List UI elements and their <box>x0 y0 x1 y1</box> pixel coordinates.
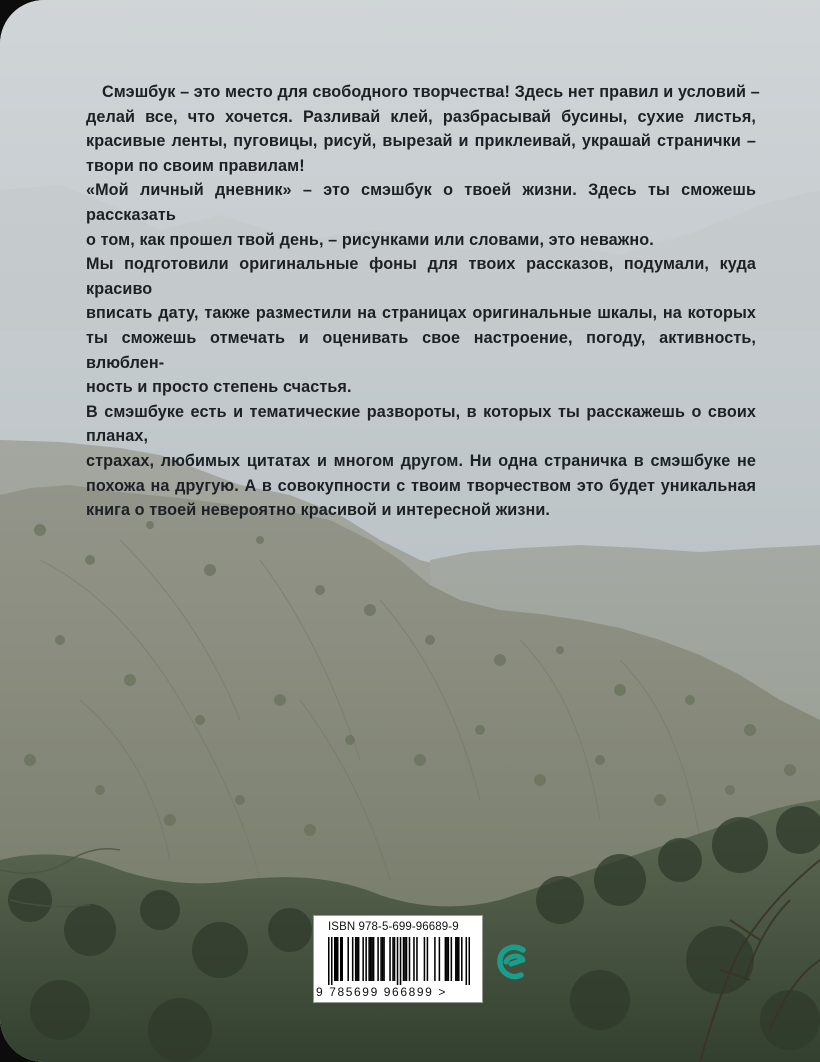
barcode-bar <box>404 937 406 981</box>
barcode-bar <box>352 937 354 981</box>
barcode-bar <box>424 937 426 981</box>
barcode-bar <box>446 937 448 981</box>
description-text <box>86 80 760 523</box>
barcode-digits: 9 785699 966899 > <box>316 985 447 999</box>
barcode-bar <box>451 937 453 981</box>
barcode-bar <box>328 937 330 985</box>
barcode-bar <box>466 937 468 985</box>
barcode-bar <box>457 937 459 981</box>
description-line: похожа на другую. А в совокупности с твоим творчеством это будет уникальная <box>86 476 756 495</box>
description-line: твори по своим правилам! <box>86 156 305 175</box>
barcode-bar <box>416 937 418 981</box>
barcode-bar <box>382 937 384 981</box>
description-line: о том, как прошел твой день, – рисунками или словами, это неважно. <box>86 230 654 249</box>
description-line: В смэшбуке есть и тематические развороты, в которых ты расскажешь о своих планах, <box>86 402 756 446</box>
barcode-bar <box>403 937 405 981</box>
barcode-bar <box>383 937 385 981</box>
description-line: Смэшбук – это место для свободного творчества! Здесь нет правил и условий – <box>102 83 760 101</box>
barcode-bar <box>427 937 429 981</box>
description-line: Мы подготовили оригинальные фоны для твоих рассказов, подумали, куда красиво <box>86 255 756 298</box>
barcode-bar <box>406 937 408 981</box>
description-line: красивые ленты, пуговицы, рисуй, вырезай и приклеивай, украшай странички – <box>86 132 756 151</box>
barcode-bar <box>448 937 450 981</box>
barcode-bar <box>397 937 399 985</box>
barcode-bar <box>365 937 367 981</box>
barcode-bar <box>409 937 411 981</box>
description-line: ность и просто степень счастья. <box>86 378 352 397</box>
barcode-bar <box>362 937 364 981</box>
barcode-bar <box>370 937 372 981</box>
description-line: страхах, любимых цитатах и многом другом. Ни одна страничка в смэшбуке не <box>86 451 756 470</box>
isbn-barcode-label <box>313 915 483 1003</box>
barcode-bar <box>455 937 457 981</box>
barcode-bar <box>347 937 349 981</box>
barcode-bar <box>389 937 391 981</box>
description-line: вписать дату, также разместили на страницах оригинальные шкалы, на которых <box>86 304 756 323</box>
description-line: книга о твоей невероятно красивой и интересной жизни. <box>86 501 551 520</box>
barcode-bar <box>439 937 441 981</box>
barcode-bar <box>356 937 358 981</box>
barcode-bar <box>461 937 463 981</box>
barcode-bar <box>458 937 460 981</box>
description-line: делай все, что хочется. Разливай клей, разбрасывай бусины, сухие листья, <box>86 107 756 126</box>
barcode-bar <box>371 937 373 981</box>
barcode-bar <box>341 937 343 981</box>
barcode-bar <box>355 937 357 981</box>
description-line: ты сможешь отмечать и оценивать свое настроение, погоду, активность, влюблен- <box>86 328 756 372</box>
barcode-bar <box>331 937 333 985</box>
barcode-bar <box>358 937 360 981</box>
barcode-bar <box>373 937 375 981</box>
barcode <box>328 937 470 985</box>
barcode-bar <box>335 937 337 981</box>
barcode-bar <box>380 937 382 981</box>
description-line: «Мой личный дневник» – это смэшбук о твоей жизни. Здесь ты сможешь рассказать <box>86 181 756 224</box>
barcode-bar <box>368 937 370 981</box>
barcode-bar <box>445 937 447 981</box>
barcode-bar <box>340 937 342 981</box>
barcode-bar <box>334 937 336 981</box>
barcode-bar <box>377 937 379 981</box>
barcode-bar <box>469 937 470 985</box>
barcode-bar <box>400 937 402 985</box>
barcode-bar <box>413 937 415 981</box>
publisher-logo-icon <box>493 940 537 984</box>
barcode-bar <box>394 937 396 981</box>
isbn-number: ISBN 978-5-699-96689-9 <box>328 921 459 933</box>
barcode-bar <box>434 937 436 981</box>
barcode-bar <box>392 937 394 981</box>
barcode-bar <box>337 937 339 981</box>
